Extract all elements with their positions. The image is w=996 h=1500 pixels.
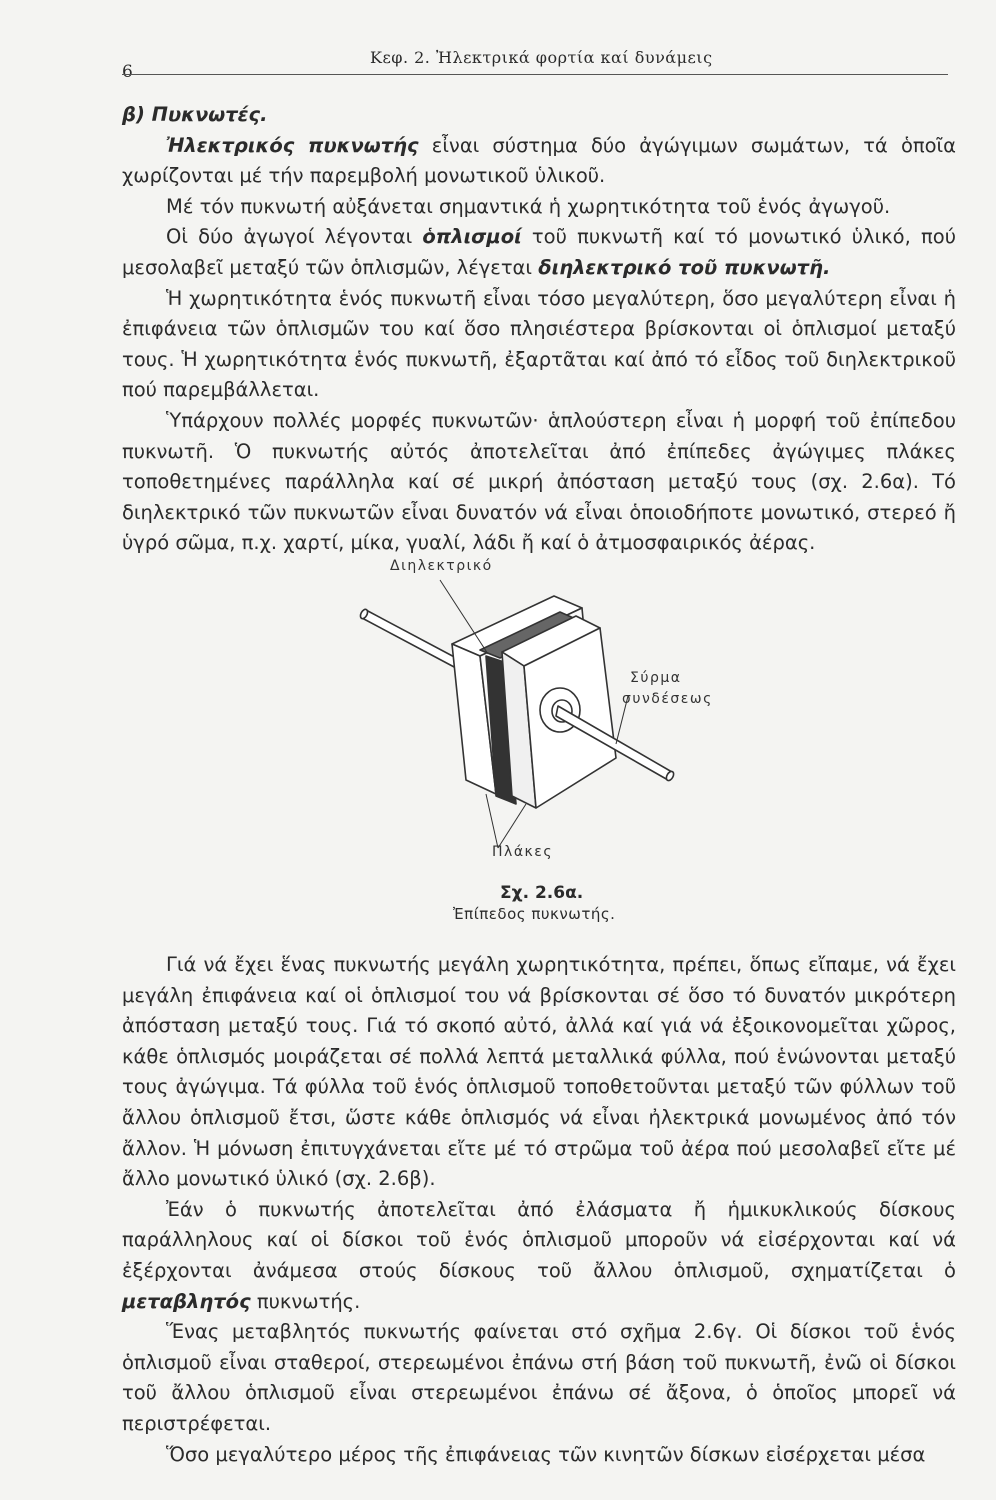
term-dielectric: διηλεκτρικό τοῦ πυκνωτῆ. bbox=[538, 255, 831, 279]
paragraph-large-capacity: Γιά νά ἔχει ἕνας πυκνωτής μεγάλη χωρητικότητα, πρέπει, ὅπως εἴπαμε, νά ἔχει μεγάλη ἐπιφάνεια καί οἱ ὁπλισμοί του νά βρίσκονται σέ ὅσο τό δυνατόν μικρότερη ἀπόσταση μεταξύ τους. Γιά τό σκοπό αὐτό, ἀλλά καί γιά νά ἐξοικονομεῖται χῶρος, κάθε ὁπλισμός μοιράζεται σέ πολλά λεπτά μεταλλικά φύλλα, πού ἑνώνονται μεταξύ τους ἀγώγιμα. Τά φύλλα τοῦ ἑνός ὁπλισμοῦ τοποθετοῦνται μεταξύ τῶν φύλλων τοῦ ἄλλου ὁπλισμοῦ ἔτσι, ὥστε κάθε ὁπλισμός νά εἶναι ἠλεκτρικά μονωμένος ἀπό τόν ἄλλον. Ἡ μόνωση ἐπιτυγχάνεται εἴτε μέ τό στρῶμα τοῦ ἀέρα πού μεσολαβεῖ εἴτε μέ ἄλλο μονωτικό ὑλικό (σχ. 2.6β). bbox=[122, 953, 956, 1191]
label-plates: Πλάκες bbox=[492, 844, 554, 860]
figure-caption-text: Ἐπίπεδος πυκνωτής. bbox=[453, 905, 616, 923]
header-rule bbox=[122, 74, 948, 75]
paragraph-definition bbox=[122, 131, 956, 192]
figure-2-6a bbox=[300, 548, 780, 928]
paragraph-plane-capacitor: Ὑπάρχουν πολλές μορφές πυκνωτῶν· ἁπλούστερη εἶναι ἡ μορφή τοῦ ἐπίπεδου πυκνωτῆ. Ὁ πυκνωτής αὐτός ἀποτελεῖται ἀπό ἐπίπεδες ἀγώγιμες πλάκες τοποθετημένες παράλληλα καί σέ μικρή ἀπόσταση μεταξύ τους (σχ. 2.6α). Τό διηλεκτρικό τῶν πυκνωτῶν εἶναι δυνατόν νά εἶναι ὁποιοδήποτε μονωτικό, στερεό ἤ ὑγρό σῶμα, π.χ. χαρτί, μίκα, γυαλί, λάδι ἤ καί ὁ ἀτμοσφαιρικός ἀέρας. bbox=[122, 408, 956, 555]
paragraph-text: τοῦ πυκνωτῆ καί τό μονωτικό ὑλικό, πού μεσολαβεῖ μεταξύ τῶν ὁπλισμῶν, λέγεται bbox=[122, 225, 956, 279]
running-title: Κεφ. 2. Ἠλεκτρικά φορτία καί δυνάμεις bbox=[370, 48, 713, 67]
paragraph-text: πυκνωτής. bbox=[250, 1289, 361, 1313]
paragraph-figure-2-6c: Ἕνας μεταβλητός πυκνωτής φαίνεται στό σχῆμα 2.6γ. Οἱ δίσκοι τοῦ ἑνός ὁπλισμοῦ εἶναι σταθεροί, στερεωμένοι ἐπάνω στή βάση τοῦ πυκνωτῆ, ἐνῶ οἱ δίσκοι τοῦ ἄλλου ὁπλισμοῦ εἶναι στερεωμένοι ἐπάνω σέ ἄξονα, ὁ ὁποῖος μπορεῖ νά περιστρέφεται. bbox=[122, 1320, 956, 1435]
term-variable: μεταβλητός bbox=[122, 1289, 251, 1313]
paragraph-capacity-factors: Ἡ χωρητικότητα ἑνός πυκνωτῆ εἶναι τόσο μεγαλύτερη, ὅσο μεγαλύτερη εἶναι ἡ ἐπιφάνεια τῶν ὁπλισμῶν του καί ὅσο πλησιέστερα βρίσκονται οἱ ὁπλισμοί μεταξύ τους. Ἡ χωρητικότητα ἑνός πυκνωτῆ, ἐξαρτᾶται καί ἀπό τό εἶδος τοῦ διηλεκτρικοῦ πού παρεμβάλλεται. bbox=[122, 286, 956, 402]
plane-capacitor-drawing bbox=[300, 548, 780, 928]
page-header bbox=[122, 44, 948, 82]
figure-caption-number: Σχ. 2.6α. bbox=[500, 883, 584, 903]
section-capacitors-intro bbox=[122, 100, 956, 559]
page-number: 6 bbox=[122, 62, 133, 82]
section-capacitors-body bbox=[122, 950, 956, 1470]
label-wire-line1: Σύρμα bbox=[630, 670, 682, 686]
section-title: β) Πυκνωτές. bbox=[122, 103, 268, 126]
label-wire-line2: συνδέσεως bbox=[622, 691, 713, 707]
paragraph-text: εἶναι σύστημα δύο ἀγώγιμων σωμάτων, τά ὁποῖα χωρίζονται μέ τήν παρεμβολή μονωτικοῦ ὑλικοῦ. bbox=[122, 133, 957, 188]
paragraph-variable-capacitor bbox=[122, 1195, 956, 1317]
paragraph-armatures bbox=[122, 222, 956, 283]
label-dielectric: Διηλεκτρικό bbox=[390, 558, 493, 574]
paragraph-continued: Ὅσο μεγαλύτερο μέρος τῆς ἐπιφάνειας τῶν κινητῶν δίσκων εἰσέρχεται μέσα bbox=[166, 1442, 926, 1466]
paragraph-text: Ἐάν ὁ πυκνωτής ἀποτελεῖται ἀπό ἐλάσματα ἤ ἡμικυκλικούς δίσκους παράλληλους καί οἱ δίσκοι τοῦ ἑνός ὁπλισμοῦ μποροῦν νά εἰσέρχονται καί νά ἐξέρχονται ἀνάμεσα στούς δίσκους τοῦ ἄλλου ὁπλισμοῦ, σχηματίζεται ὁ bbox=[122, 1197, 956, 1282]
paragraph-capacity-increase: Μέ τόν πυκνωτή αὐξάνεται σημαντικά ἡ χωρητικότητα τοῦ ἑνός ἀγωγοῦ. bbox=[166, 194, 891, 218]
term-armatures: ὁπλισμοί bbox=[422, 225, 522, 249]
paragraph-text: Οἱ δύο ἀγωγοί λέγονται bbox=[166, 225, 423, 249]
term-electric-capacitor: Ἠλεκτρικός πυκνωτής bbox=[166, 133, 419, 157]
